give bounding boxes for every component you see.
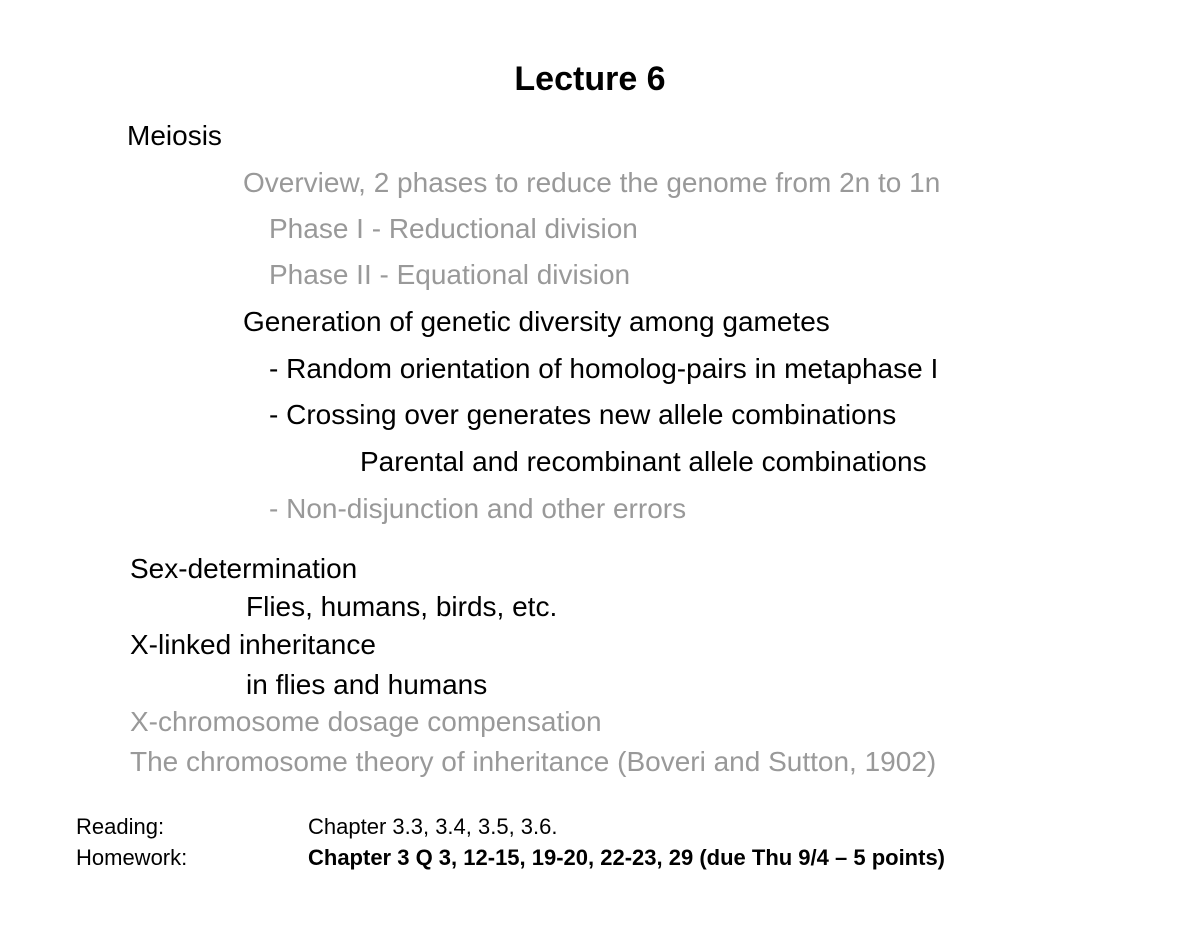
outline-item-random-orientation: - Random orientation of homolog-pairs in metaphase I	[269, 353, 939, 384]
outline-item-flies-humans-birds: Flies, humans, birds, etc.	[246, 591, 558, 622]
outline-item-x-linked: X-linked inheritance	[130, 629, 376, 660]
reading-label: Reading:	[76, 814, 165, 839]
homework-label: Homework:	[76, 845, 188, 870]
reading-value: Chapter 3.3, 3.4, 3.5, 3.6.	[308, 814, 558, 839]
outline-item-crossing-over: - Crossing over generates new allele combinations	[269, 399, 897, 430]
outline-item-phase-1: Phase I - Reductional division	[269, 213, 638, 244]
outline-item-flies-and-humans: in flies and humans	[246, 669, 488, 700]
outline-item-sex-determination: Sex-determination	[130, 553, 358, 584]
outline-item-phase-2: Phase II - Equational division	[269, 259, 631, 290]
homework-value: Chapter 3 Q 3, 12-15, 19-20, 22-23, 29 (due Thu 9/4 – 5 points)	[308, 845, 946, 870]
outline-item-dosage-compensation: X-chromosome dosage compensation	[130, 706, 602, 737]
slide-title: Lecture 6	[514, 60, 666, 98]
outline-item-genetic-diversity: Generation of genetic diversity among gametes	[243, 306, 830, 337]
outline-item-non-disjunction: - Non-disjunction and other errors	[269, 493, 687, 524]
outline-item-chromosome-theory: The chromosome theory of inheritance (Boveri and Sutton, 1902)	[130, 746, 937, 777]
outline-item-parental-recombinant: Parental and recombinant allele combinations	[360, 446, 927, 477]
outline-item-overview: Overview, 2 phases to reduce the genome from 2n to 1n	[243, 167, 941, 198]
outline-item-meiosis: Meiosis	[127, 120, 222, 151]
